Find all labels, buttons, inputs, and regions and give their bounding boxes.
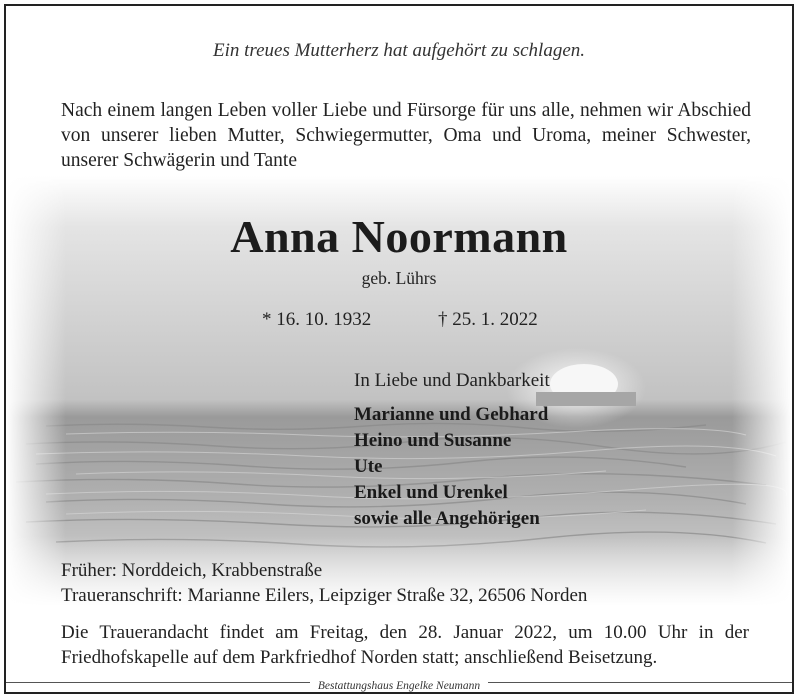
- maiden-name: geb. Lührs: [361, 268, 437, 288]
- intro-paragraph: Nach einem langen Leben voller Liebe und Fürsorge für uns alle, nehmen wir Abschied von unserer lieben Mutter, Schwiegermutter, Oma und Uroma, meiner Schwester, unserer Schwägerin und Tante: [61, 100, 751, 171]
- undertaker-name: Bestattungshaus Engelke Neumann: [310, 680, 488, 692]
- thanks-line: In Liebe und Dankbarkeit: [354, 370, 550, 391]
- mourner-entry: Enkel und Urenkel: [354, 482, 508, 503]
- mourning-address: Traueranschrift: Marianne Eilers, Leipziger Straße 32, 26506 Norden: [61, 585, 588, 606]
- death-date: † 25. 1. 2022: [438, 309, 538, 330]
- mourner-entry: Heino und Susanne: [354, 430, 512, 451]
- address-block: [61, 558, 587, 608]
- obituary-notice: [4, 4, 794, 694]
- funeral-info: Die Trauerandacht findet am Freitag, den 28. Januar 2022, um 10.00 Uhr in der Friedhofskapelle auf dem Parkfriedhof Norden statt; anschließend Beisetzung.: [61, 622, 749, 668]
- mourner-entry: Marianne und Gebhard: [354, 404, 549, 425]
- mourner-entry: Ute: [354, 456, 383, 477]
- former-address: Früher: Norddeich, Krabbenstraße: [61, 560, 323, 581]
- mourner-entry: sowie alle Angehörigen: [354, 508, 540, 529]
- footer: [6, 676, 792, 694]
- motto-line: Ein treues Mutterherz hat aufgehört zu schlagen.: [212, 40, 586, 61]
- deceased-name: Anna Noormann: [230, 211, 568, 262]
- birth-date: * 16. 10. 1932: [262, 309, 372, 330]
- mourners-list: [354, 402, 548, 532]
